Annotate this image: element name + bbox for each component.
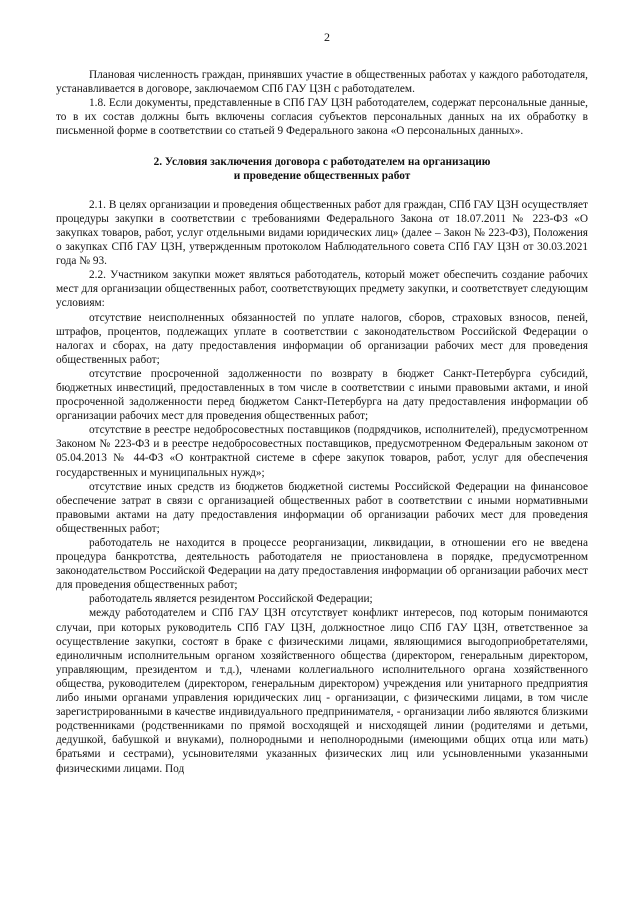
condition-russian-resident: работодатель является резидентом Российской Федерации; bbox=[89, 593, 373, 606]
section-2-heading-line-2: и проведение общественных работ bbox=[233, 169, 411, 182]
intro-paragraph-planned-headcount: Плановая численность граждан, принявших участие в общественных работах у каждого работодателя, устанавливается в договоре, заключаемом СПб ГАУ ЦЗН с работодателем. bbox=[56, 69, 588, 96]
page-number: 2 bbox=[324, 30, 330, 44]
condition-not-reorganizing: работодатель не находится в процессе реорганизации, ликвидации, в отношении его не введена процедура банкротства, деятельность работодателя не приостановлена в порядке, предусмотренном законодательством Российской Федерации на дату предоставления информации об организации рабочих мест для проведения общественных работ; bbox=[56, 537, 588, 592]
clause-2-2-participant: 2.2. Участником закупки может являться работодатель, который может обеспечить создание рабочих мест для организации общественных работ, соответствующих предмету закупки, и соответствует следующим условиям: bbox=[56, 269, 588, 310]
condition-no-overdue-budget-debt: отсутствие просроченной задолженности по возврату в бюджет Санкт-Петербурга субсидий, бюджетных инвестиций, предоставленных в том числе в соответствии с иными правовыми актами, и иной просроченной задолженности перед бюджетом Санкт-Петербурга на дату предоставления информации об организации рабочих мест для проведения общественных работ; bbox=[56, 367, 588, 423]
section-2-heading bbox=[56, 155, 588, 183]
clause-2-1-procurement: 2.1. В целях организации и проведения общественных работ для граждан, СПб ГАУ ЦЗН осуществляет процедуры закупки в соответствии с требованиями Федерального Закона от 18.07.2011 № 223-ФЗ «О закупках товаров, работ, услуг отдельными видами юридических лиц» (далее – Закон № 223-ФЗ), Положения о закупках СПб ГАУ ЦЗН, утвержденным протоколом Наблюдательного совета СПб ГАУ ЦЗН от 30.03.2021 года № 93. bbox=[56, 198, 588, 268]
condition-no-other-budget-funds: отсутствие иных средств из бюджетов бюджетной системы Российской Федерации на финансовое обеспечение затрат в связи с организацией общественных работ в соответствии с иными нормативными правовыми актами на дату предоставления информации об организации рабочих мест для проведения общественных работ; bbox=[56, 480, 588, 535]
condition-no-tax-debts: отсутствие неисполненных обязанностей по уплате налогов, сборов, страховых взносов, пеней, штрафов, процентов, подлежащих уплате в соответствии с законодательством Российской Федерации о налогах и сборах, на дату предоставления информации об организации рабочих мест для проведения общественных работ; bbox=[56, 311, 588, 366]
condition-no-conflict-of-interest: между работодателем и СПб ГАУ ЦЗН отсутствует конфликт интересов, под которым понимаются случаи, при которых руководитель СПб ГАУ ЦЗН, должностное лицо СПб ГАУ ЦЗН, ответственное за осуществление закупки, состоят в браке с физическими лицами, являющимися выгодоприобретателями, единоличным исполнительным органом хозяйственного общества (директором, генеральным директором, управляющим, президентом и т.д.), членами коллегиального исполнительного органа хозяйственного общества, руководителем (директором, генеральным директором) учреждения или унитарного предприятия либо иными органами управления юридических лиц - организации, с физическими лицами, в том числе зарегистрированными в качестве индивидуального предпринимателя, - организации либо являются близкими родственниками (родственниками по прямой восходящей и нисходящей линии (родителями и детьми, дедушкой, бабушкой и внуками), полнородными и неполнородными (имеющими общих отца или мать) братьями и сестрами), усыновителями указанных физических лиц или усыновленными указанными физическими лицами. Под bbox=[56, 607, 588, 775]
section-2-heading-line-1: 2. Условия заключения договора с работодателем на организацию bbox=[153, 155, 491, 168]
condition-not-in-dishonest-register: отсутствие в реестре недобросовестных поставщиков (подрядчиков, исполнителей), предусмотренном Законом № 223-ФЗ и в реестре недобросовестных поставщиков, предусмотренном Федеральным законом от 05.04.2013 № 44-ФЗ «О контрактной системе в сфере закупок товаров, работ, услуг для обеспечения государственных и муниципальных нужд»; bbox=[56, 424, 588, 479]
clause-1-8-personal-data: 1.8. Если документы, представленные в СПб ГАУ ЦЗН работодателем, содержат персональные данные, то в их состав должны быть включены согласия субъектов персональных данных на их обработку в письменной форме в соответствии со статьей 9 Федерального закона «О персональных данных». bbox=[56, 97, 588, 138]
document-page bbox=[56, 30, 588, 776]
